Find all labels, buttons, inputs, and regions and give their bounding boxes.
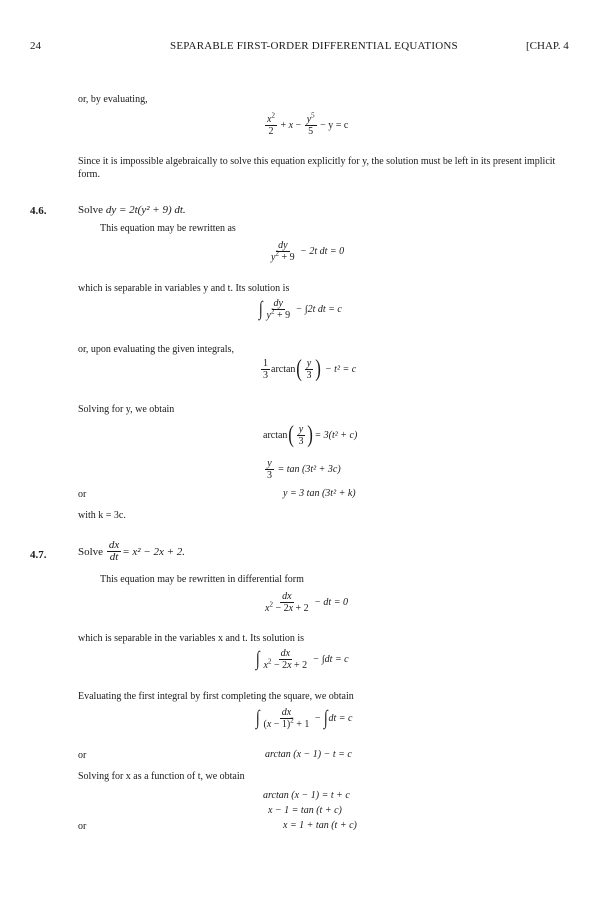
equation-p47-integral: ∫ $\frac{dx}{x^2 - 2x + 2}$ − ∫dt = c [255,648,349,671]
equation-p46-separated: $\frac{dy}{y^2 + 9}$ − 2t dt = 0 [271,240,345,263]
text-p47-separable: which is separable in the variables x and t. Its solution is [78,633,305,644]
equation-p46-arctan3: arctan ( $\frac{y}{3}$ ) = 3(t² + c) [263,422,358,448]
text-p46-upon: or, upon evaluating the given integrals, [78,344,234,355]
text-p47-or-2: or [78,821,87,832]
equation-p46-final: y = 3 tan (3t² + k) [283,488,356,499]
text-implicit-note: Since it is impossible algebraically to solve this equation explicitly for y, the solution must be left in its present implicit form. [78,156,556,180]
equation-p47-final: x = 1 + tan (t + c) [283,820,357,831]
equation-p46-integral: ∫ $\frac{dy}{y^2 + 9}$ − ∫2t dt = c [258,298,342,321]
chapter-label: [CHAP. 4 [526,40,569,52]
equation-evaluated: $\frac{x^2}{2}$ + x − $\frac{y^5}{5}$ − y = c [267,111,349,137]
page-number: 24 [30,40,41,52]
running-title: SEPARABLE FIRST-ORDER DIFFERENTIAL EQUATIONS [170,40,458,52]
text-p47-solving: Solving for x as a function of t, we obtain [78,771,245,782]
equation-p47-completed-square: ∫ $\frac{dx}{(x - 1)^2 + 1}$ − ∫ dt = c [255,707,353,730]
text-p46-solving: Solving for y, we obtain [78,404,175,415]
text-p46-separable: which is separable in variables y and t. Its solution is [78,283,290,294]
text-or-by-evaluating: or, by evaluating, [78,94,148,105]
text-p46-or: or [78,489,87,500]
text-p47-evaluating: Evaluating the first integral by first completing the square, we obtain [78,691,354,702]
equation-p47-x-minus-1: x − 1 = tan (t + c) [268,805,342,816]
problem-4-6-number: 4.6. [30,205,47,217]
text-p47-rewritten: This equation may be rewritten in differential form [100,574,304,585]
problem-4-7-statement: Solve $\frac{dx}{dt}$ = x² − 2x + 2. [78,539,186,563]
equation-p47-differential: $\frac{dx}{x^2 - 2x + 2}$ − dt = 0 [265,591,348,614]
equation-p46-arctan: $\frac{1}{3}$ arctan ( $\frac{y}{3}$ ) − t² = c [263,356,357,382]
text-p46-rewritten: This equation may be rewritten as [100,223,236,234]
problem-4-7-number: 4.7. [30,549,47,561]
text-p47-or-1: or [78,750,87,761]
equation-p47-arctan: arctan (x − 1) − t = c [265,749,352,760]
equation-p47-arctan-eq: arctan (x − 1) = t + c [263,790,350,801]
equation-p46-tan: $\frac{y}{3}$ = tan (3t² + 3c) [267,458,341,481]
problem-4-6-statement: Solve dy = 2t(y² + 9) dt. [78,204,186,216]
text-p46-with-k: with k = 3c. [78,510,126,521]
